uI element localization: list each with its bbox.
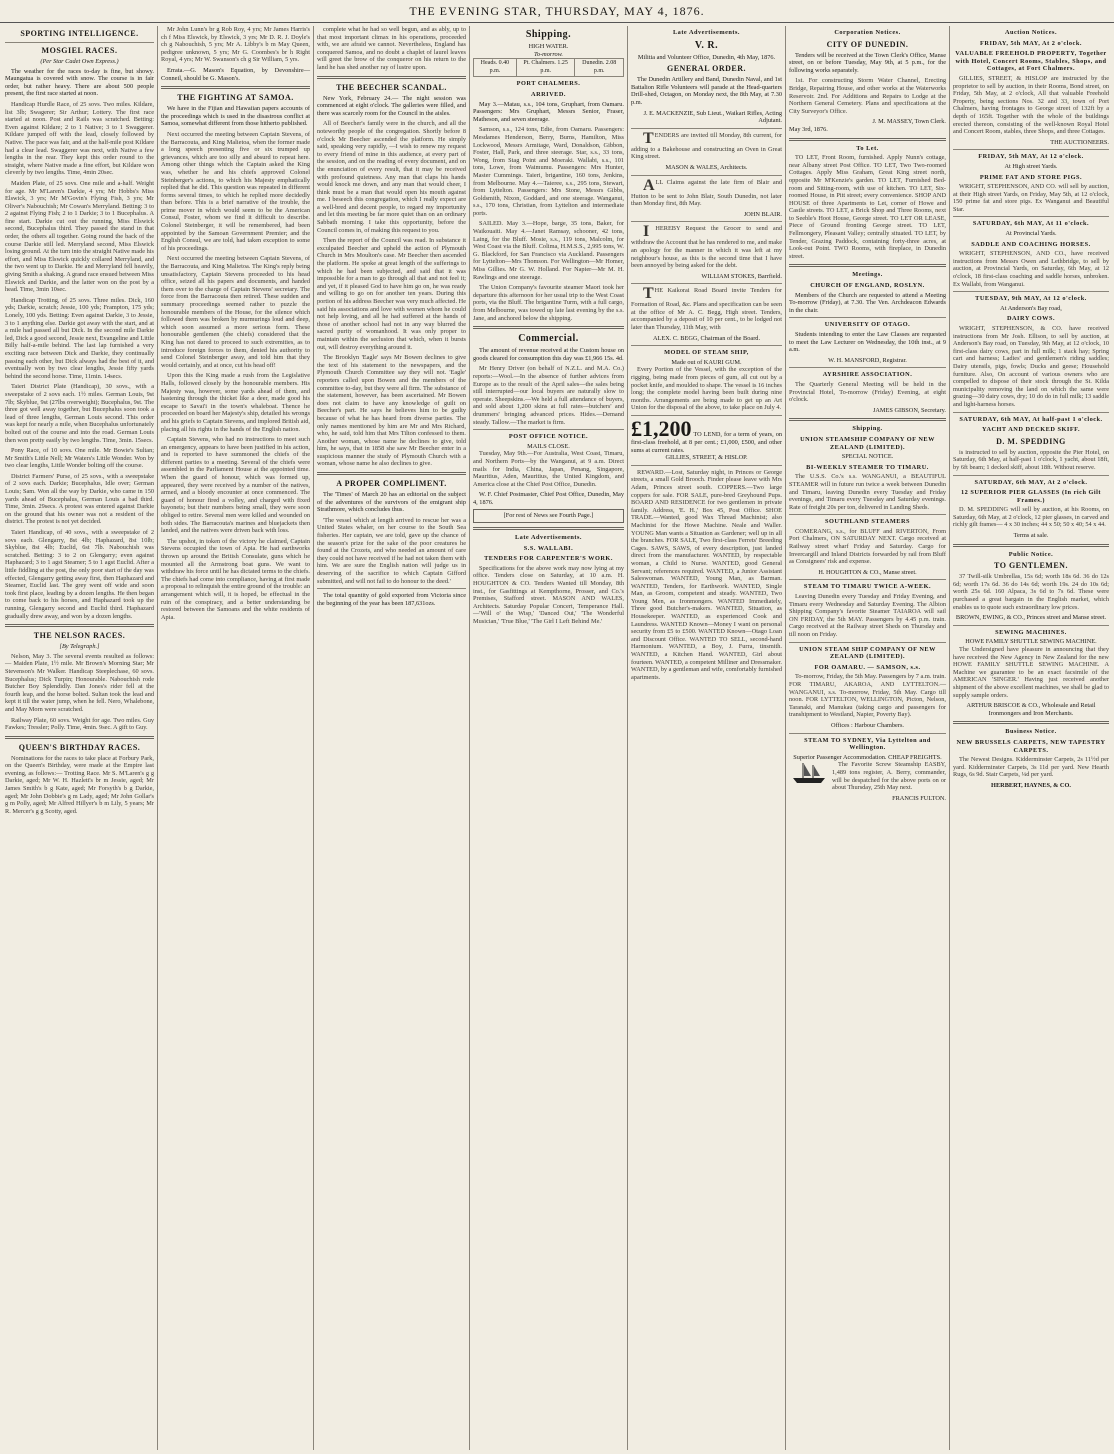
- houghton-sign: H. HOUGHTON & CO., Manse street.: [818, 568, 917, 576]
- fighting-text: We have in the Fijian and Hawaiian papers accounts of the proceedings which is used in the disastrous conflict at Samoa, somewhat different from those hitherto published.: [161, 105, 310, 128]
- filler-text: The Undersigned have pleasure in announcing that they have received the New Agency in New Zealand for the new HOWE FAMILY SHUTTLE SEWING MACHINE. A Machine we guarantee to be an exact facsimile of the AMERICAN 'SINGER.' Having just received another shipment of the above excellent machines, we shall be glad to supply sample orders.: [953, 646, 1109, 699]
- loan-text: TO LEND, for a term of years, on first-class freehold, at 8 per cent.; £1,000, £500, and other sums at current rates.: [631, 431, 782, 454]
- post-office-signature: W. F. Chief Postmaster, Chief Post Office, Dunedin, May 4, 1876.: [473, 491, 624, 506]
- tide-port-chalmers: Pt. Chalmers. 1.25 p.m.: [516, 59, 575, 77]
- arrived-heading: ARRIVED.: [531, 90, 566, 98]
- nelson-byline: [By Telegraph.]: [59, 643, 100, 651]
- filler-text: WRIGHT, STEPHENSON, & CO. have received instructions from Mr Josh. Ellison, to sell by auction, at Anderson's Bay road, on Tuesday, 9th May, at 12 o'clock, 10 first-class dairy cows, part in full milk; 1 stack hay; Spring cart and harness; Ladies' and gentlemen's riding saddles; Dairy utensils, pigs, fowls; Ducks and geese; Household furniture. Also, On account of various owners who are compelled to dispose of their stock through the St. Kilda municipality removing the land on which the same were grazing—30 dairy cows, dry; 10 do do in full milk; 13 saddle and light-harness horses.: [953, 325, 1109, 408]
- mosgiel-races-title: MOSGIEL RACES.: [41, 46, 118, 55]
- filler-text: Leaving Dunedin every Tuesday and Friday Evening, and Timaru every Wednesday and Saturday Evening. The Albion Shipping Company's favorite Steamer TAIAROA will sail ON FRIDAY, the 5th MAY. Passengers by 4.45 p.m. train. Cargo received at the Railway street Sheds on Thursday and till noon on Friday.: [789, 593, 946, 638]
- new-carpets: NEW BRUSSELS CARPETS, NEW TAPESTRY CARPETS.: [956, 738, 1106, 754]
- fighting-title: THE FIGHTING AT SAMOA.: [177, 93, 294, 103]
- queens-birthday-title: QUEEN'S BIRTHDAY RACES.: [18, 742, 141, 752]
- filler-text: COMERANG, s.s., for BLUFF and RIVERTON, From Port Chalmers, ON SATURDAY NEXT. Cargo received at Railway street wharf Friday and Saturday. Cargo for Invercargill and Inland Districts forwarded by rail from Bluff as Consignees' risk and expense.: [789, 527, 946, 566]
- masthead: THE EVENING STAR, THURSDAY, MAY 4, 1876.: [0, 0, 1114, 23]
- valuable-property: VALUABLE FREEHOLD PROPERTY, Together with Hotel, Concert Rooms, Stables, Shops, and Cottages, at Fort Chalmers.: [955, 50, 1107, 73]
- filler-text: GILLIES, STREET, & HISLOP are instructed by the proprietor to sell by auction, in their Rooms, Bond street, on Friday, 5th May, at 2 o'clock, All that valuable Freehold Property, being sections Nos. 32 and 33, town of Port Chalmers, having frontages to George street of 132ft by a depth of 165ft. Together with the whole of the buildings erected thereon, consisting of the well-known Royal Hotel and Concert Room, stables, three Shops, and three Cottages.: [953, 74, 1109, 136]
- steam-to-sydney: STEAM TO SYDNEY, Via Lyttelton and Wellington.: [804, 736, 931, 752]
- filler-text: THE Kaikorai Road Board invite Tenders for Formation of Road, &c. Plans and specification can be seen at the office of Mr A. C. Begg, High street. Tenders, accompanied by a deposit of 10 per cent., to be lodged not later than Thursday, 11th May, with: [631, 285, 782, 332]
- filler-text: Taieri Handicap, of 40 sovs., with a sweepstake of 2 sovs each. Glengarry, 8st 4lb; Haphazard, 8st 10lb; Skyblue, 8st 4lb; Euclid, 6st 7lb. Nabouchish was scratched. Betting: 3 to 2 on Glengarry; even against Haphazard; 3 to 1 agst Steamer; 5 to 1 agst Euclid. After a little fiddling at the post, the only poor start of the day was effected, Glengarry getting away first, then Haphazard and Steamer, Euclid last. The grey went off wide and soon took first place, leading by a dozen lengths. He then began to come back to his horses, and Haphazard took up the running, Glengarry second and Euclid third. Haphazard gradually drew away, and won by a dozen lengths.: [5, 529, 154, 620]
- saturday-date: SATURDAY, 6th MAY, At 11 o'clock.: [972, 220, 1090, 228]
- late-ads-col4: Late Advertisements.: [514, 534, 582, 542]
- filler-text: Then the report of the Council was read. In substance it exculpated Beecher and upheld the action of Plymouth Church in Mrs Moulton's case. Mr Beecher then ascended the platform. He spoke at great length of the sufferings to which he had been subjected, and said that it was impossible for a man to go through all that and not feel it; and yet, if it pleased God to have him go on, he was ready and willing to go on for another ten years. During this portion of his address Beecher was very much affected. He said his associations and love with women whom he could not help loving, and all he had suffered at the hands of those of another school had not in any way blurred the sacred purity of womanhood. It was only proper to maintain within the seclusion that which, when it bursts out, will destroy everything around it.: [317, 237, 466, 351]
- filler-text: 1st. For constructing Storm Water Channel, Erecting Bridge, Repairing House, and other works at the Waterworks Reservoir. 2nd. For Additions and Repairs to Lodge at the Northern General Cemetery. Plans and specifications at the City Surveyor's Office.: [789, 77, 946, 115]
- arrivals-text: May 3.—Matau, s.s., 104 tons, Gruphart, from Oamaru. Passengers: Mrs Gruphart, Messrs Senior, Fraser, Matheson, and seven steerage.: [473, 100, 624, 123]
- filler-text: Specifications for the above work may now lying at my office. Tenders close on Saturday, at 10 a.m. H. HOUGHTON & CO. Tenders Wanted till Monday, 8th inst., for Gasfittings at Kempthorne, Prosser, and Co.'s Premises, Stafford street. MASON AND WALES, Architects. Saturday Popular Concert, Temperance Hall.—'Will o' the Wisp,' 'Danced Out,' 'The Wonderful Musician,' 'True Blue,' 'The Girl I Left Behind Me.': [473, 564, 624, 625]
- compliment-text: The 'Times' of March 20 has an editorial on the subject of the adventures of the survivors of the emigrant ship Strathmore, which concludes thus.: [317, 491, 466, 514]
- filler-text: REWARD.—Lost, Saturday night, in Princes or George streets, a small Gold Brooch. Finder please leave with Mrs Adam, Princes street south. COPPERS.—Two large coppers for sale. FOR SALE, pure-bred Greyhound Pups. BOARD AND RESIDENCE for two gentlemen in private family. Address, 'E. H.,' Box 45, Post Office. SHOE TRADE.—Wanted, good Wax Thread Machinist; also Machinist for the Howe Machine. Neale and Waller. YOUNG Man wants a Situation as Gardener; well up in all the branches. FOR SALE, Two first-class Ferrets' Breeding Cages. SAWS, SAWS, of every description, just landed direct from the manufacturer. WANTED, by respectable woman, a Child to Nurse. WANTED, good General Servant; references required. WANTED, a Junior Assistant Saleswoman. WANTED, Young Man, as Barman. WANTED, Tenders, for Earthwork. WANTED, Single Man, as Groom, competent and steady. WANTED, Two Young Men, as Ironmongers. WANTED Immediately, Three good Butcher's-makers. WANTED, Situation, as Housekeeper. WANTED, as experienced Cook and Laundress. WANTED Known—Money I want on personal security from £5 to £500. WANTED Known—Otago Loan and Discount Office. WANTED TO SELL, second-hand Harmonium. WANTED, a Boy, J. Furra, tinsmith. WANTED, a Kitchen Hand. WANTED, Girl about fourteen. WANTED, a competent Milliner and Dressmaker. WANTED, by a gentleman and wife, comfortably furnished apartments.: [631, 468, 782, 681]
- filler-text: Nominations for the races to take place at Forbury Park, on the Queen's Birthday, were made at the Empire last evening, as follows:— Trotting Race. Mr S. M'Laren's g g Darkie, aged; Mr W. H. Hazlett's br m Jessie, aged; Mr James Smith's b g Kate, aged; Mr Forsyth's b g Darkie, aged; Mr John Dobbie's g m Lady, aged; Mr John Gollar's g m Polly, aged; Mr Alfred Hillyer's b m Lily, 5 years; Mr R. Mercer's g g Scotty, aged.: [5, 754, 154, 815]
- meetings-heading: Meetings.: [852, 271, 883, 279]
- commercial-text: The amount of revenue received at the Custom house on goods cleared for consumption this day was £1,966 15s. 4d.: [473, 347, 624, 362]
- races-byline: (Per Star Cadet Own Express.): [40, 58, 119, 65]
- oamaru-samson: FOR OAMARU. — SAMSON, s.s.: [814, 663, 921, 671]
- to-gentlemen: TO GENTLEMEN.: [994, 561, 1068, 571]
- filler-text: complete what he had so well begun, and as ably, up to that most important climax in his operations, proceeded with, we are afraid we cannot. Nevertheless, England has conquered Samoa, and no doubt a chaplet of laurel leaves will greet the brow of the conqueror on his return to the land he has shed another ray of lustre upon.: [317, 26, 466, 71]
- bi-weekly-steamer: BI-WEEKLY STEAMER TO TIMARU.: [806, 463, 929, 471]
- races-intro: The weather for the races to-day is fine, but showy. Maungatua is covered with snow. The course is in fair order, but rather heavy. There are about 500 people present, the first race started at noon.: [5, 67, 154, 98]
- university-title: UNIVERSITY OF OTAGO.: [824, 321, 911, 329]
- column-corporation: [786, 26, 950, 1450]
- union-steamship-title-2: UNION STEAM SHIP COMPANY OF NEW ZEALAND (LIMITED).: [799, 645, 936, 661]
- filler-text: The Brooklyn 'Eagle' says Mr Bowen declines to give the text of his statement to the newspapers, and the Plymouth Church Committee say they will not. 'Eagle' reporters called upon Bowen and the members of the committee to-day, but they were all firm. The substance of the statement, however, has been ascertained. Mr Bowen does not claim to have any knowledge of guilt on Beecher's part. He says he believes him to be guilty because of what he has heard from diverse parties. The only names mentioned by him are Mr and Mrs Richard, who, he said, told him that Mrs Tilton confessed to them. Another woman, whose name he declines to give, told him, he says, that in 1858 she saw Mr Beecher enter in a suspicious manner the study of Plymouth Church with a woman, whose name he also declines to give.: [317, 354, 466, 468]
- filler-text: The U.S.S. Co.'s s.s. WANGANUI, a BEAUTIFUL STEAMER will in future run twice a week between Dunedin and Timaru, leaving Dunedin every Tuesday and Friday evenings, and Timaru every Tuesday and Saturday evenings. Rate of freight 20s per ton, delivered in Landing Sheds.: [789, 473, 946, 511]
- filler-text: Handicap Trotting, of 25 sovs. Three miles. Dick, 160 yds; Darkie, scratch; Jessie, 100 yds; Frampton, 175 yds; Lonely, 100 yds. Betting: Even against Darkie, 3 to Jessie, 3 to 1 anything else. Darkie got away with the start, and at a mile had passed all but Dick. In the second mile Darkie led, Dick a good second, Jessie next, Evangeline and Little Billy half-a-mile behind. The last lap furnished a very exciting race between Dick and Darkie, they continually passing each other, but Dick always had the best of it, and eventually won by two clear lengths, Jessie fifty yards behind the second horse. Time, 11min. 14secs.: [5, 296, 154, 380]
- filler-text: Maiden Plate, of 25 sovs. One mile and a-half. Weight for age. Mr M'Laren's Darkie, 4 yrs; Mr Hobbs's Miss Elswick, 3 yrs; Mr M'Govin's Flying Fish, 3 yrs; Mr Oliver's Nabouchish; Mr Cowan's Merryland. Betting: 3 to 2 against Flying Fish; 2 to 1 Darkie; 3 to 1 Bucephalus. A fine start. Darkie cut out the running, Miss Elswick second, Bucephalus third. They passed the stand in that order, the others all together. Going round the back of the course Darkie still led. Merryland second, Miss Elswick losing ground. At the turn into the straight Native made his effort, and Miss Elswick quickly collared Merryland, and the two went up to Darkie. He and Merryland fell heavily, giving Smith a shaking. A grand race ensued between Miss Elswick and Darkie, and the latter won on the post by a head. Time, 3min 10sec.: [5, 179, 154, 294]
- mansford-sign: W. H. MANSFORD, Registrar.: [828, 356, 907, 364]
- friday-noon: FRIDAY, 5th MAY, At 12 o'clock.: [978, 153, 1084, 161]
- filler-text: To-morrow, Friday, the 5th May. Passengers by 7 a.m. train. FOR TIMARU, AKAROA, AND LYTTELTON.—WANGANUI, s.s. To-morrow, Friday, 5th May. Cargo till noon. FOR LYTTELTON, WELLINGTON, Picton, Nelson, Taranaki, and Manukau (taking cargo and passengers for transhipment to Westland, Napier, Poverty Bay).: [789, 673, 947, 719]
- filler-text: District Farmers' Purse, of 25 sovs., with a sweepstake of 2 sovs each. Darkie; Bucephalus, Idle over; German Louis; Sam. Won all the way by Darkie, who came in 150 yards ahead of Bucephalus, German Louis a bad third. Time, 3min. 29secs. A protest was entered against Darkie on the ground that his owner was not a resident of the district. The protest is not yet decided.: [5, 472, 154, 526]
- sydney-ship-advert: [789, 761, 946, 791]
- filler-text: Mr John Lunn's br g Rob Roy, 4 yrs; Mr James Harris's ch f Miss Elswick, by Elswick, 3 yrs; Mr D. R. J. Doyle's ch g Nabouchish, 5 yrs; Mr A. Libby's b m May Queen, pedigree unknown, 5 yrs; Mr G. Coombes's br h Right Royal, 4 yrs; Mr W. Swanson's ch g Sir William, 5 yrs.: [161, 26, 310, 64]
- filler-text: Samson, s.s., 124 tons, Edie, from Oamaru. Passengers: Mesdames Henderson, Berry, Burns, Hamilton, Miss Lockwood, Messrs Armitage, Ward, Donaldson, Gibbon, Foster, Hall, Park, and three steerage. Star, s.s., 33 tons, Wong, from Stag Point and Moeraki. Wallabi, s.s., 101 tons, Lowe, from Waimumu. Passengers: Mrs Hunter, Master Cummings. Taieri, brigantine, 160 tons, Jenkins, from Melbourne. May 4.—Taieree, s.s., 295 tons, Stewart, from Lyttelton. Passengers: Mrs Stone, Messrs Gibbs, Goldsmith, Nixon, Goddard, and one steerage. Wanganui, s.s., 170 tons, Christian, from Lyttelton and intermediate ports.: [473, 126, 624, 217]
- column-late-ads: [628, 26, 786, 1450]
- tide-heads: Heads. 0.40 p.m.: [474, 59, 517, 77]
- kauri-gum: Made out of KAURI GUM.: [671, 358, 742, 366]
- tide-dunedin: Dunedin. 2.08 p.m.: [575, 59, 624, 77]
- sewing-machines: SEWING MACHINES.: [995, 628, 1067, 636]
- andersons-bay: At Anderson's Bay road,: [1000, 304, 1062, 312]
- tomorrow-label: To-morrow.: [534, 50, 563, 58]
- filler-text: TO LET, Front Room, furnished. Apply Nunn's cottage, near Albany street Post Office. TO LET, Two Two-roomed Cottages. Apply Miss Graham, Great King street north, opposite Mr M'Kenzie's garden. TO LET, Furnished Bed-room and Sitting-room, with use of kitchen. TO LET, Six-roomed House, in Pitt street; every convenience. SHOP AND HOUSE of three Apartments to Let, corner of Howe and Castle streets. TO LET, a Brick Shop and Three Rooms, next to Seeble's Hoot House, George street. TO LET OR LEASE, Piece of Ground fronting George street. TO LET, Fellmongery, Pleasant Valley; centrally situated. TO LET, by Tender, Grazing Paddock, containing forty-three acres, at Look-out Point. TWO Rooms, with fireplace, in Dunedin street.: [789, 154, 946, 260]
- public-notice: Public Notice.: [1008, 550, 1054, 558]
- herbert-haynes: HERBERT, HAYNES, & CO.: [991, 781, 1071, 789]
- provincial-yards: At Provincial Yards.: [1005, 230, 1057, 238]
- filler-text: Every Portion of the Vessel, with the exception of the rigging, being made from pieces of gum, all cut out by a pocket knife, and moulded to shape. The vessel is 16 inches long; the complete model having been built during nine months. Arrangements are being made to get up an Art Union for the disposal of the above, to take place on July 4.: [631, 366, 782, 412]
- corporation-heading: Corporation Notices.: [834, 29, 901, 36]
- special-notice: SPECIAL NOTICE.: [841, 453, 894, 461]
- gold-export: The total quantity of gold exported from Victoria since the beginning of the year has been 187,631ozs.: [317, 592, 466, 607]
- filler-text: Handicap Hurdle Race, of 25 sovs. Two miles. Kildare, list 3lb; Swagerer; Sir Arthur; Lottery. The first race started at noon. Post and Rails was scratched. Betting: Even against Kildare; 2 to 1 Native; 3 to 1 Swaggerer. Kildare jumped off with the lead, closely followed by Native. The pace was fair, and at the half-mile post Kildare had a clear lead. Swaggerer was next, with Native a few lengths in the rear. They kept this order round to the straight, where Native made a fine effort, but Kildare won cleverly by two lengths. Time, 4min 20sec.: [5, 100, 154, 177]
- filler-text: is instructed to sell by auction, opposite the Pier Hotel, on Saturday, 6th May, at half-past 1 o'clock, 1 yacht, about 18ft, by 6ft beam; 1 decked skiff, about 18ft. Without reserve.: [953, 448, 1109, 471]
- gillies-street-hislop: GILLIES, STREET, & HISLOP.: [665, 454, 748, 462]
- filler-text: Nelson, May 3. The several events resulted as follows:— Maiden Plate, 1½ mile. Mr Brown's Morning Star; Mr Stevenson's Mr Walker. Handicap Steeplechase, 60 sovs. Bucephalus; Dick Turpin; Honourable. Nabouchish rode Butcher Boy Splendidly. Dan Jones's rider fell at the fourth leap, and the horse bolted. Sultan took the lead and kept it till the water jump, when he fell. Nero, Whalebone, and May Morn were scratched.: [5, 652, 154, 713]
- filler-text: Upon this the King made a rush from the Legislative Halls, followed closely by the honourable members. His Majesty was, however, some yards ahead of them, and hastening through the thicket like a deer, made good his escape to Savai'i in the town's whaleboat. Thence he proceeded on board her Majesty's ship, detailed his wrongs and his griefs to Captain Stevens, and implored British aid, placing all his rights in the hands of the English nation.: [161, 372, 310, 433]
- ayrshire-sign: JAMES GIBSON, Secretary.: [872, 406, 946, 414]
- filler-text: The Union Company's favourite steamer Maori took her departure this afternoon for her usual trip to the West Coast ports, via the Bluff. The brigantine Turm, with a full cargo, from Melbourne, was towed up late last evening by the s.s. Jane, and anchored below the shipping.: [473, 284, 624, 322]
- church-roslyn: CHURCH OF ENGLAND, ROSLYN.: [810, 282, 925, 290]
- filler-text: Pony Race, of 10 sovs. One mile. Mr Bowie's Sultan; Mr Smith's Little Nell; Mr Waters's Little Wonder. Won by two clear lengths, Little Wonder bolting off the course.: [5, 447, 154, 470]
- sporting-heading: SPORTING INTELLIGENCE.: [20, 29, 139, 38]
- harbour-offices: Offices : Harbour Chambers.: [831, 721, 904, 729]
- high-water: HIGH WATER.: [528, 43, 569, 50]
- union-steamship-title: UNION STEAMSHIP COMPANY OF NEW ZEALAND (LIMITED).: [800, 435, 935, 451]
- filler-text: Mr Henry Driver (on behalf of N.Z.L. and M.A. Co.) reports:—Wool.—In the absence of further advices from Europe as to the result of the April sales—the sales being still interrupted—our local buyers are naturally slow to operate. Sheepskins.—We held a full attendance of buyers, and sold about 1,200 skins at full rates—butchers' and drummers' bringing advanced prices. Hides.—Demand steady. Tallow.—The market is firm.: [473, 365, 624, 426]
- brown-ewing: BROWN, EWING, & CO., Princes street and Manse street.: [955, 614, 1107, 622]
- mails-close: MAILS CLOSE.: [527, 442, 570, 450]
- superior-accommodation: Superior Passenger Accommodation. CHEAP FREIGHTS.: [793, 753, 942, 761]
- friday-date: FRIDAY, 5th MAY, At 2 o'clock.: [980, 39, 1082, 47]
- high-street-yards: At High street Yards.: [1004, 162, 1058, 170]
- yacht-skiff: YACHT AND DECKED SKIFF.: [981, 426, 1081, 434]
- tenders-text: Tenders will be received at the Town Clerk's Office, Manse street, on or before Tuesday, May 9th, at 5 p.m., for the following works separately.: [789, 51, 946, 74]
- massey-date: May 3rd, 1876.: [789, 125, 828, 133]
- filler-text: Taieri District Plate (Handicap), 30 sovs., with a sweepstake of 2 sovs each. 1½ miles. German Louis, 9st 7lb; Skyblue, 9st (27lbs overweight); Bucephalus, 9st. The three got well away together, but Bucephalus soon took a lead of three lengths, German Louis second. This order was kept for nearly a mile, when Bucephalus unfortunately bolted out of the course and into the road. German Louis then won pretty easily by two lengths. Time, 3min. 15secs.: [5, 383, 154, 444]
- filler-text: All of Beecher's family were in the church, and all the noteworthy people of the congregation. Shortly before 8 o'clock Mr Beecher ascended the platform. He simply said, speaking very rapidly, —I wish to renew my request to every friend of mine in this audience, at every part of the session, and on the reading of every document, and on the enunciation of every result, that it may be received with profound quietness. Any man that claps his hands would knock me down, and any man that would cheer, I think must be a man that would open his mouth against me. I beseech this congregation, which I really expect are a well-bred and decent people, to regard my importunity and let this meeting be far more quiet than on an ordinary Sabbath morning. I take this opportunity, before the Council comes in, of making this request to you.: [317, 120, 466, 234]
- terms-at-sale: Terms at sale.: [1013, 532, 1049, 540]
- alex-begg: ALEX. C. BEGG, Chairman of the Board.: [652, 334, 761, 342]
- filler-text: The Newest Designs. Kidderminster Carpets, 2s 11½d per yard. Kidderminster Carpets, 3s 11d per yard. New Hearth Rugs, 6s 9d. Stair Carpets, ¼d per yard.: [953, 756, 1109, 779]
- prime-pigs: PRIME FAT AND STORE PIGS.: [979, 173, 1083, 181]
- loan-amount: £1,200: [631, 416, 692, 441]
- mason-wales: MASON & WALES, Architects.: [665, 163, 748, 171]
- saturday-two: SATURDAY, 6th MAY, At 2 o'clock.: [974, 478, 1088, 486]
- william-stokes: WILLIAM STOKES, Barrfield.: [701, 272, 782, 280]
- arthur-briscoe: ARTHUR BRISCOE & CO., Wholesale and Retail Ironmongers and Iron Merchants.: [966, 702, 1096, 717]
- shipping-title: Shipping.: [525, 29, 572, 40]
- ship-icon: [789, 761, 829, 785]
- filler-text: SAILED. May 3.—Hope, barge, 35 tons, Baker, for Waikouaiti. May 4.—Janet Ramsay, schooner, 42 tons, Laing, for the Bluff. Mosie, s.s., 119 tons, Malcolm, for West Coast via the Bluff. Colima, H.M.S.S., 2,995 tons, W. G. Blackford, for San Francisco via Auckland. Passengers for Lyttelton—Mrs Thomson. For Wellington—Mr Homer, Miss Gillies. Mr G. W. Holland. For Napier—Mr M. H. Rawlings and one steerage.: [473, 220, 624, 281]
- wallabi-title: S.S. WALLABI.: [523, 544, 574, 552]
- column-shipping: [470, 26, 628, 1450]
- nelson-races-title: THE NELSON RACES.: [33, 631, 126, 641]
- filler-text: ALL Claims against the late firm of Blair and Hutton to be sent to John Blair, South Dunedin, not later than Monday first, 8th May.: [631, 176, 782, 208]
- filler-text: 'The vessel which at length arrived to rescue her was a United States whaler, on her course to the South Sea fisheries. Her captain, we are told, gave up the chance of the season's prize for the sake of the poor creatures he found at the Crozets, and who needed an amount of care they could not have received if he had not taken them with him. We are sure the English nation will judge us in deserving of the sacrifice to which Captain Gifford submitted, and will not fail to do honour to the deed.': [317, 516, 466, 585]
- tuesday-date: TUESDAY, 9th MAY, At 12 o'clock.: [975, 295, 1087, 303]
- john-blair: JOHN BLAIR.: [743, 210, 782, 218]
- filler-text: The Favorite Screw Steamship EASBY, 1,489 tons register, A. Berry, commander, will be despatched for the above ports on or about Thursday, 25th May next.: [832, 761, 946, 792]
- filler-text: Captain Stevens, who had no instructions to meet such an emergency, appears to have been justified in his action, and is reported to have summoned the chiefs of the different parties to a meeting. Several of the chiefs were assembled in the Parliament House at the appointed time. When the guard of honour, which was formed up, appeared, they were received by a number of the natives, armed, and a bloody encounter at once commenced. The guard of honour fired a volley, and charged with fixed bayonets; but their numbers being small, they were soon obliged to retire. Several men were killed and wounded on both sides. The Barracouta's marines and bluejackets then landed, and the natives were driven back with loss.: [161, 436, 310, 535]
- vr-heading: V. R.: [694, 39, 719, 51]
- auction-heading: Auction Notices.: [1004, 29, 1058, 36]
- university-text: Students intending to enter the Law Classes are requested to meet the Law Lecturer on Wednesday, the 10th inst., at 9 a.m.: [789, 331, 946, 354]
- filler-text: The upshot, in token of the victory he claimed, Captain Stevens occupied the town of Apia. He had earthworks thrown up around the British Consulate, guns which he mounted all the Armstrong boat guns. We want to withdraw his force until he has dictated terms to the chiefs. The chiefs had come into compliance, having at first made a proposal to relinquish the entire ground of the trouble: an arrangement which will, it is hoped, be effectual in the ruin of the conspiracy, and a better understanding be restored between the Samoans and the white residents of Apia.: [161, 537, 310, 621]
- filler-text: The Quarterly General Meeting will be held in the Provincial Hotel, To-morrow (Friday) Evening, at eight o'clock.: [789, 380, 946, 404]
- see-fourth-page: [For rest of News see Fourth Page.]: [473, 509, 624, 523]
- column-beecher: [314, 26, 470, 1450]
- general-order: GENERAL ORDER.: [666, 64, 746, 74]
- late-ads-heading: Late Advertisements.: [672, 29, 740, 36]
- spedding-name: D. M. SPEDDING: [996, 436, 1066, 446]
- order-text: The Dunedin Artillery and Band, Dunedin Naval, and 1st Battalion Rifle Volunteers will parade at the Head-quarters Drill-shed, Octagon, on Monday next, the 8th May, at 7.30 p.m.: [631, 76, 782, 106]
- beecher-title: THE BEECHER SCANDAL.: [336, 82, 447, 92]
- howe-machine: HOWE FAMILY SHUTTLE SEWING MACHINE.: [965, 638, 1097, 646]
- city-of-dunedin: CITY OF DUNEDIN.: [826, 39, 909, 49]
- filler-text: TENDERS are invited till Monday, 8th current, for adding to a Bakehouse and constructing an Oven in Great King street.: [631, 129, 782, 161]
- filler-text: 37 Twill-silk Umbrellas, 15s 6d; worth 18s 6d. 36 do 12s 6d; worth 17s 6d. 36 do 14s 6d; worth 19s. 24 do 10s 6d; worth 25s 6d. 160 Alpaca, 3s 6d to 7s 6d. These were purchased a great bargain in the English market, which enables us to quote such extraordinary low prices.: [953, 573, 1109, 611]
- port-chalmers-heading: PORT CHALMERS.: [516, 80, 581, 88]
- ayrshire-title: AYRSHIRE ASSOCIATION.: [822, 371, 913, 379]
- errata: Errata.—G. Mason's Equation, by Devonshire—Conneil, should be G. Mason's.: [161, 66, 310, 82]
- filler-text: WRIGHT, STEPHENSON, AND CO. will sell by auction, at their High street Yards, on Friday, May 5th, at 12 o'clock, 150 prime fat and store pigs. Ex Wanganui and Beautiful Star.: [953, 183, 1109, 213]
- auctioneers-sign: THE AUCTIONEERS.: [1050, 138, 1109, 146]
- filler-text: Railway Plate, 60 sovs. Weight for age. Two miles. Guy Fawkes; Tressler; Polly. Time, 4min. 9sec. A gift to Guy.: [5, 716, 154, 732]
- post-office-title: POST OFFICE NOTICE.: [508, 433, 589, 441]
- loan-advert: [631, 416, 782, 454]
- business-notice: Business Notice.: [1005, 728, 1057, 736]
- saturday-half-past: SATURDAY, 6th MAY, At half-past 1 o'clock.: [959, 415, 1103, 423]
- filler-text: Tuesday, May 9th.—For Australia, West Coast, Timaru, and Northern Ports—by the Wanganui, at 9 a.m. Direct mails for India, China, Japan, Penang, Singapore, Mauritius, Aden, Mauritius, the United Kingdom, and America close at the Chief Post Office, Dunedin.: [473, 450, 624, 488]
- tide-table: [473, 58, 624, 77]
- tenders-carpenters: TENDERS FOR CARPENTER'S WORK.: [484, 555, 613, 563]
- to-let-heading: To Let.: [856, 144, 879, 152]
- filler-text: D. M. SPEDDING will sell by auction, at his Rooms, on Saturday, 6th May, at 2 o'clock, 12 pier glasses, in carved and richly gilt frames— 4 x 30 inches; 44 x 50; 50 x 40; 54 x 44.: [953, 506, 1109, 529]
- filler-text: WRIGHT, STEPHENSON, AND CO., have received instructions from Messrs Owen and Lethbridge, to sell by auction, at Provincial Yards, on Saturday, 6th May, at 12 o'clock, 18 first-class coaching and saddle horses, unbroken. Ex Wallabi, from Wanganui.: [953, 250, 1109, 288]
- filler-text: Next occurred the meeting between Captain Stevens, of the Barracouta, and King Malietoa, when the former made a long speech presenting five or six trumped up grievances, which are too silly and absurd to repeat here. Among other things which the Captain asked the King was, whether he and his chiefs approved Colonel Steinberger's actions, to which his Majesty emphatically replied that he did. This question was repeated in different forms several times, to which he replied more decidedly than before. This is a brief narrative of the trouble, the prime mover in which would seem to be the American Consul, Foster, whom we find it difficult to describe. Colonel Steinberger, it will be remembered, had been appointed by the Samoan Government Premier; and the English Consul, we are told, had taken exception to some of his proceedings.: [161, 130, 310, 252]
- dairy-cows: DAIRY COWS.: [1006, 315, 1056, 323]
- pier-glasses: 12 SUPERIOR PIER GLASSES (In rich Gilt Frames.): [960, 489, 1102, 504]
- compliment-title: A PROPER COMPLIMENT.: [336, 479, 447, 489]
- shipping-heading-col6: Shipping.: [852, 425, 883, 433]
- steam-to-timaru: STEAM TO TIMARU TWICE A-WEEK.: [803, 583, 932, 591]
- saddle-horses: SADDLE AND COACHING HORSES.: [971, 240, 1091, 248]
- model-steam-ship: MODEL OF STEAM SHIP,: [664, 349, 749, 357]
- filler-text: Next occurred the meeting between Captain Stevens, of the Barracouta, and King Malietoa. The King's reply being unsatisfactory, Captain Stevens proceeded to his head office, seized all his papers and documents, and handed them over to the charge of Captain Stevens' secretary. The force from the Barracouta then retired. These sudden and summary proceedings seemed rather to puzzle the honourable members of the House, for the silence which followed them was broken by murmurings loud and deep, which soon assumed a more serious form. These honourable gentlemen (the chiefs) considered that the King has not dared to proceed to such extremities, as to introduce foreign forces to them, denied his authority to send Colonel Steinberger away, and told him that they would certainly, and at once, cut his head off!: [161, 255, 310, 369]
- church-text: Members of the Church are requested to attend a Meeting To-morrow (Friday), at 7.30. The Ven. Archdeacon Edwards in the chair.: [789, 291, 946, 314]
- southland-steamers: SOUTHLAND STEAMERS: [824, 518, 911, 526]
- order-signature: J. E. MACKENZIE, Sub Lieut., Waikari Rifles, Acting Adjutant.: [643, 109, 782, 125]
- beecher-text: New York, February 24.— The night session was commenced at eight o'clock. The galleries were filled, and there was scarcely room for the Council in the aisles.: [317, 94, 466, 117]
- column-auction: [950, 26, 1112, 1450]
- commercial-title: Commercial.: [518, 333, 579, 345]
- filler-text: I HEREBY Request the Grocer to send and withdraw the Account that he has rendered to me, and make an apology for the manner in which it was left at my neighbour's house, as this is the second time that I have been annoyed by being asked for the debt.: [631, 223, 782, 270]
- column-fighting: [158, 26, 314, 1450]
- massey-sign: J. M. MASSEY, Town Clerk.: [872, 118, 946, 126]
- militia-office: Militia and Volunteer Office, Dunedin, 4th May, 1876.: [637, 53, 776, 61]
- column-sporting: [2, 26, 158, 1450]
- fulton-sign: FRANCIS FULTON.: [892, 794, 946, 802]
